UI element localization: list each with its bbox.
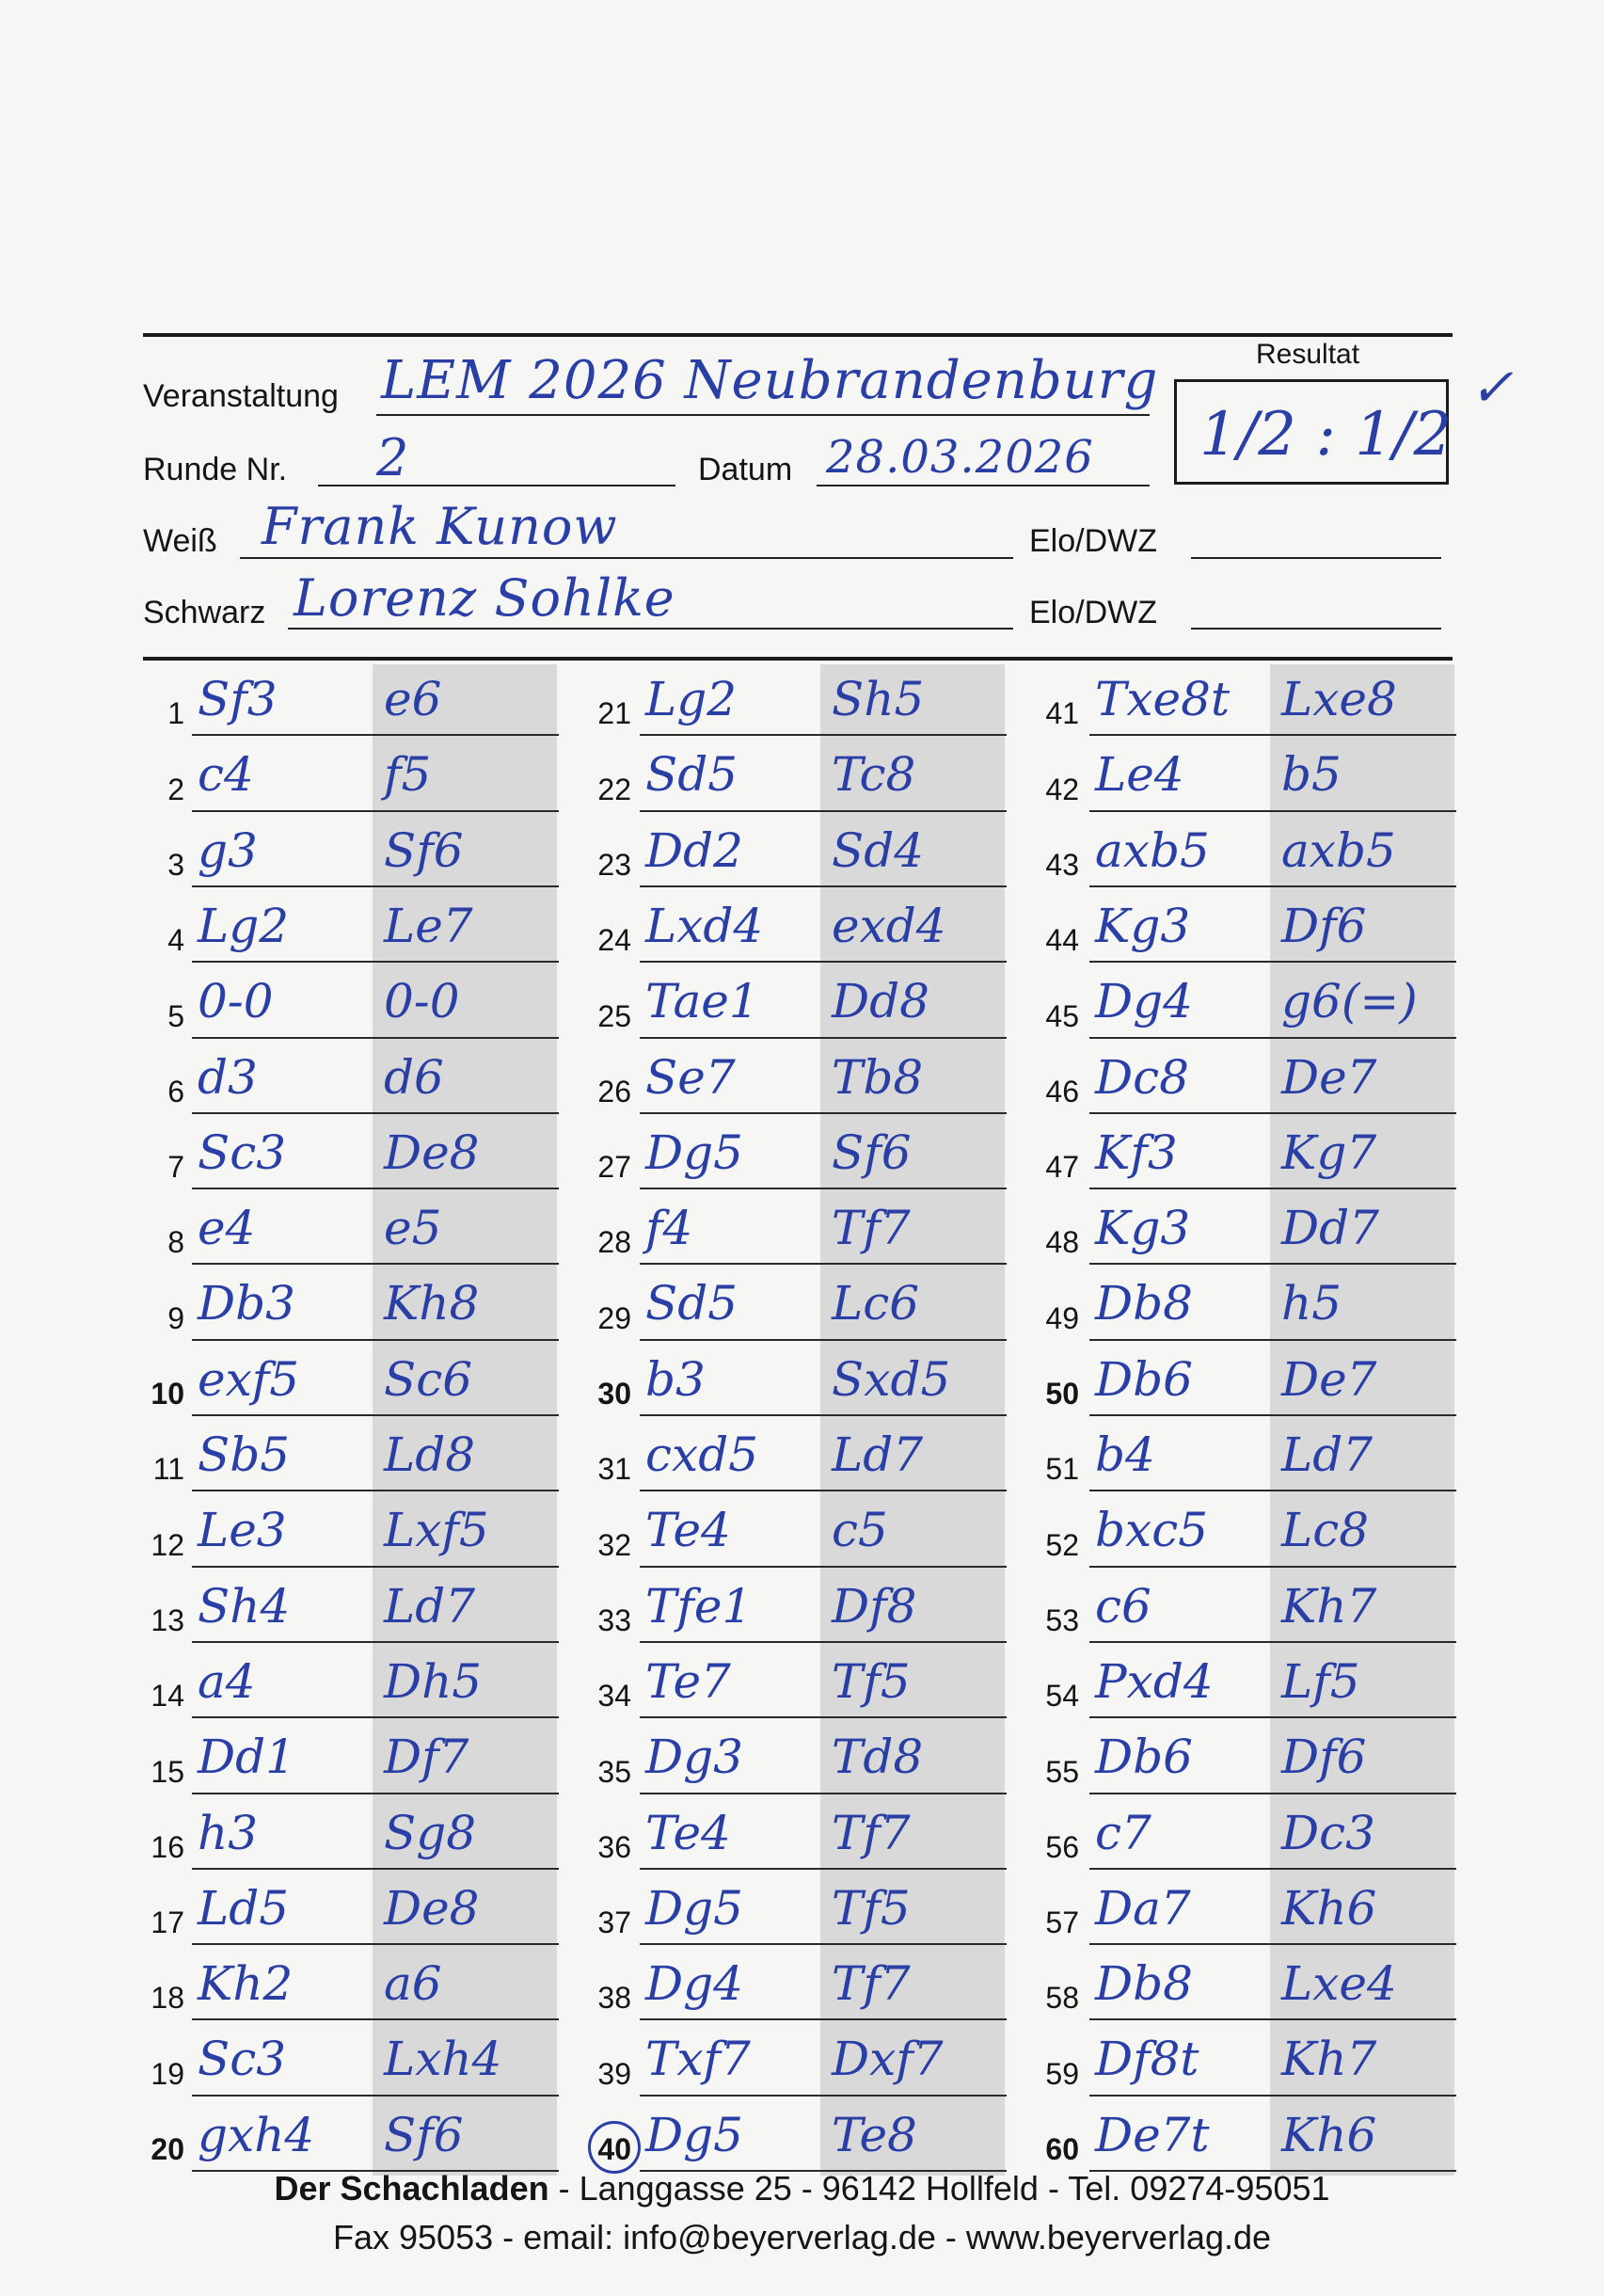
black-move: Sc6: [384, 1351, 473, 1407]
white-move: Te7: [645, 1653, 731, 1709]
move-number: 6: [167, 1074, 184, 1108]
black-move: Lf5: [1281, 1653, 1360, 1709]
result-label: Resultat: [1256, 339, 1360, 370]
white-move: Dg5: [645, 1880, 743, 1936]
move-number: 17: [151, 1905, 184, 1940]
black-move: Tb8: [832, 1049, 924, 1105]
black-elo-label: Elo/DWZ: [1029, 595, 1157, 630]
black-move: Dxf7: [832, 2032, 944, 2087]
move-row-line: [640, 1339, 1007, 1341]
move-row-line: [640, 961, 1007, 963]
black-move: Td8: [832, 1730, 924, 1785]
move-row-line: [640, 1793, 1007, 1794]
move-row-line: [640, 2095, 1007, 2097]
black-move: b5: [1281, 747, 1342, 803]
white-move: Dd2: [645, 822, 743, 878]
white-move: Dd1: [198, 1730, 295, 1785]
move-row-line: [192, 1037, 559, 1039]
black-move: 0-0: [384, 974, 460, 1029]
move-row-line: [192, 961, 559, 963]
move-number: 49: [1045, 1300, 1079, 1335]
event-underline: [376, 414, 1150, 416]
white-move: Sd5: [645, 747, 738, 803]
black-move: Tf7: [832, 1805, 911, 1860]
white-move: Db6: [1095, 1351, 1193, 1407]
black-move: Ld8: [384, 1427, 476, 1482]
white-move: Txe8t: [1095, 672, 1231, 726]
move-row-line: [640, 885, 1007, 887]
footer-address: - Langgasse 25 - 96142 Hollfeld - Tel. 09274-95051: [548, 2169, 1330, 2208]
move-number: 45: [1045, 998, 1079, 1033]
black-move-column-shade: [373, 664, 557, 2176]
black-move: h5: [1281, 1276, 1342, 1331]
white-move: bxc5: [1095, 1503, 1209, 1558]
date-label: Datum: [698, 452, 793, 487]
black-move: Sf6: [384, 822, 464, 878]
white-move: c7: [1095, 1805, 1151, 1860]
move-number: 55: [1045, 1754, 1079, 1789]
move-number: 43: [1045, 847, 1079, 882]
move-row-line: [192, 2018, 559, 2020]
move-row-line: [1089, 961, 1456, 963]
move-row-line: [192, 1263, 559, 1265]
black-move: De7: [1281, 1351, 1377, 1407]
white-move: Db6: [1095, 1730, 1193, 1785]
white-move: Kg3: [1095, 898, 1191, 953]
white-move: b4: [1095, 1427, 1155, 1482]
move-number: 58: [1045, 1981, 1079, 2016]
move-number: 40: [597, 2132, 631, 2166]
move-row-line: [192, 1641, 559, 1643]
move-number: 41: [1045, 696, 1079, 731]
move-row-line: [640, 1490, 1007, 1491]
black-move: Tc8: [832, 747, 916, 803]
white-move: g3: [198, 822, 258, 878]
event-value: LEM 2026 Neubrandenburg: [381, 350, 1159, 411]
move-number: 57: [1045, 1905, 1079, 1940]
white-move: Tfe1: [645, 1578, 753, 1634]
move-number: 31: [597, 1452, 631, 1487]
black-move: a6: [384, 1956, 442, 2012]
move-row-line: [1089, 885, 1456, 887]
move-number: 51: [1045, 1452, 1079, 1487]
move-row-line: [640, 734, 1007, 736]
white-elo-underline: [1191, 557, 1441, 559]
move-row-line: [640, 1641, 1007, 1643]
white-value: Frank Kunow: [262, 497, 618, 556]
black-move: Df7: [384, 1730, 469, 1785]
black-move: Sf6: [832, 1124, 912, 1180]
move-number: 48: [1045, 1225, 1079, 1260]
move-number: 8: [167, 1225, 184, 1260]
footer-line-1: [0, 2169, 1604, 2208]
move-row-line: [192, 1943, 559, 1945]
black-move: Dh5: [384, 1653, 483, 1709]
move-row-line: [640, 1566, 1007, 1568]
black-move: Kh7: [1281, 2032, 1377, 2087]
move-number: 25: [597, 998, 631, 1033]
move-row-line: [192, 1793, 559, 1794]
black-move: Kh6: [1281, 2107, 1377, 2162]
white-move: Sc3: [198, 2032, 287, 2087]
black-move-column-shade: [820, 664, 1005, 2176]
white-move: Ld5: [198, 1880, 290, 1936]
black-move: Te8: [832, 2107, 917, 2162]
black-move: Lxh4: [384, 2032, 502, 2087]
black-move: De8: [384, 1124, 480, 1180]
move-40-circle: [588, 2121, 641, 2174]
move-row-line: [1089, 2095, 1456, 2097]
move-row-line: [192, 810, 559, 812]
black-move: e5: [384, 1201, 442, 1256]
move-number: 16: [151, 1829, 184, 1864]
black-move: Sxd5: [832, 1351, 951, 1407]
black-move: Tf5: [832, 1880, 911, 1936]
white-underline: [240, 557, 1013, 559]
date-underline: [817, 485, 1150, 486]
white-move: h3: [198, 1805, 259, 1860]
white-move: Dg3: [645, 1730, 743, 1785]
black-move: De7: [1281, 1049, 1377, 1105]
move-row-line: [640, 1263, 1007, 1265]
move-row-line: [1089, 1943, 1456, 1945]
move-number: 19: [151, 2056, 184, 2091]
white-move: Kf3: [1095, 1124, 1178, 1180]
move-number: 47: [1045, 1150, 1079, 1185]
black-move: Lxf5: [384, 1503, 489, 1558]
black-label: Schwarz: [143, 595, 266, 630]
move-number: 34: [597, 1679, 631, 1714]
move-row-line: [640, 1716, 1007, 1718]
black-move: Le7: [384, 898, 473, 953]
white-move: Db3: [198, 1276, 295, 1331]
move-row-line: [1089, 1037, 1456, 1039]
move-row-line: [1089, 1414, 1456, 1416]
white-move: d3: [198, 1049, 258, 1105]
white-move: Dc8: [1095, 1049, 1189, 1105]
move-number: 29: [597, 1300, 631, 1335]
black-elo-underline: [1191, 628, 1441, 630]
move-number: 15: [151, 1754, 184, 1789]
black-move: Dd7: [1281, 1201, 1379, 1256]
move-number: 24: [597, 923, 631, 958]
move-row-line: [640, 1188, 1007, 1189]
move-number: 18: [151, 1981, 184, 2016]
white-move: f4: [645, 1201, 693, 1256]
white-move: De7t: [1095, 2107, 1210, 2162]
black-move: Ld7: [832, 1427, 924, 1482]
move-row-line: [640, 1943, 1007, 1945]
black-move: Sg8: [384, 1805, 477, 1860]
white-move: Sc3: [198, 1124, 287, 1180]
black-move: Sd4: [832, 822, 925, 878]
black-move: Lxe8: [1281, 672, 1397, 726]
move-row-line: [640, 1868, 1007, 1870]
black-move: Dd8: [832, 974, 929, 1029]
move-number: 46: [1045, 1074, 1079, 1108]
black-underline: [288, 628, 1013, 630]
move-row-line: [1089, 1868, 1456, 1870]
black-move: Lxe4: [1281, 1956, 1397, 2012]
top-rule: [143, 333, 1453, 337]
black-move: Ld7: [1281, 1427, 1374, 1482]
move-number: 56: [1045, 1829, 1079, 1864]
black-move: Tf7: [832, 1201, 911, 1256]
move-row-line: [192, 1414, 559, 1416]
move-number: 22: [597, 772, 631, 806]
move-number: 38: [597, 1981, 631, 2016]
white-move: Txf7: [645, 2032, 751, 2087]
white-move: cxd5: [645, 1427, 759, 1482]
move-number: 42: [1045, 772, 1079, 806]
move-number: 7: [167, 1150, 184, 1185]
move-number: 33: [597, 1602, 631, 1637]
move-number: 9: [167, 1300, 184, 1335]
black-move: Tf7: [832, 1956, 911, 2012]
move-row-line: [192, 1339, 559, 1341]
move-number: 35: [597, 1754, 631, 1789]
black-move: c5: [832, 1503, 888, 1558]
move-row-line: [192, 1566, 559, 1568]
move-number: 36: [597, 1829, 631, 1864]
move-row-line: [192, 885, 559, 887]
black-move: Lc8: [1281, 1503, 1370, 1558]
black-move: g6(=): [1281, 974, 1418, 1029]
event-label: Veranstaltung: [143, 378, 339, 414]
white-move: Sd5: [645, 1276, 738, 1331]
footer-line-2: Fax 95053 - email: info@beyerverlag.de - www.beyerverlag.de: [332, 2218, 1272, 2256]
move-number: 60: [1045, 2132, 1079, 2166]
result-value: 1/2 : 1/2: [1199, 400, 1453, 470]
move-row-line: [1089, 810, 1456, 812]
publisher-name: Der Schachladen: [274, 2169, 549, 2208]
move-row-line: [1089, 734, 1456, 736]
move-row-line: [640, 1037, 1007, 1039]
white-move: Lg2: [198, 898, 290, 953]
white-move: Le4: [1095, 747, 1184, 803]
black-move: Sf6: [384, 2107, 464, 2162]
black-move: Lc6: [832, 1276, 920, 1331]
move-row-line: [1089, 1263, 1456, 1265]
move-number: 14: [151, 1679, 184, 1714]
white-move: axb5: [1095, 822, 1210, 878]
black-move: exd4: [832, 898, 946, 953]
move-number: 52: [1045, 1527, 1079, 1562]
round-underline: [318, 485, 675, 486]
black-move: Kh8: [384, 1276, 480, 1331]
move-row-line: [1089, 1112, 1456, 1114]
white-move: Tae1: [645, 974, 759, 1029]
white-move: Dg4: [645, 1956, 743, 2012]
round-label: Runde Nr.: [143, 452, 288, 487]
check-mark-icon: ✓: [1469, 358, 1514, 419]
move-number: 11: [152, 1452, 184, 1487]
white-move: Sb5: [198, 1427, 291, 1482]
white-move: Da7: [1095, 1880, 1191, 1936]
black-move: Df6: [1281, 1730, 1367, 1785]
white-move: gxh4: [198, 2107, 315, 2162]
move-row-line: [640, 2018, 1007, 2020]
black-move: f5: [384, 747, 432, 803]
move-number: 37: [597, 1905, 631, 1940]
move-number: 2: [167, 772, 184, 806]
move-row-line: [1089, 2018, 1456, 2020]
move-number: 54: [1045, 1679, 1079, 1714]
white-move: Dg5: [645, 2107, 743, 2162]
white-move: Kg3: [1095, 1201, 1191, 1256]
move-number: 3: [167, 847, 184, 882]
move-row-line: [640, 1112, 1007, 1114]
black-value: Lorenz Sohlke: [294, 568, 675, 628]
white-move: 0-0: [198, 974, 274, 1029]
move-number: 26: [597, 1074, 631, 1108]
move-row-line: [192, 2095, 559, 2097]
white-move: Dg5: [645, 1124, 743, 1180]
move-row-line: [192, 1490, 559, 1491]
move-row-line: [192, 1188, 559, 1189]
black-move: Kh7: [1281, 1578, 1377, 1634]
black-move: e6: [384, 672, 442, 726]
black-move: Kg7: [1281, 1124, 1377, 1180]
move-number: 27: [597, 1150, 631, 1185]
move-row-line: [192, 734, 559, 736]
move-row-line: [1089, 1566, 1456, 1568]
black-move: Dc3: [1281, 1805, 1375, 1860]
move-number: 53: [1045, 1602, 1079, 1637]
white-move: Kh2: [198, 1956, 294, 2012]
table-top-rule: [143, 657, 1453, 661]
white-move: b3: [645, 1351, 706, 1407]
move-number: 20: [151, 2132, 184, 2166]
move-number: 39: [597, 2056, 631, 2091]
move-number: 12: [151, 1527, 184, 1562]
white-move: Dg4: [1095, 974, 1193, 1029]
white-move: Lg2: [645, 672, 738, 726]
white-move: c6: [1095, 1578, 1151, 1634]
black-move: Df8: [832, 1578, 917, 1634]
black-move: Df6: [1281, 898, 1367, 953]
white-move: Db8: [1095, 1276, 1193, 1331]
white-move: Pxd4: [1095, 1653, 1214, 1709]
white-move: c4: [198, 747, 254, 803]
move-number: 21: [597, 696, 631, 731]
move-row-line: [1089, 1188, 1456, 1189]
black-move: d6: [384, 1049, 444, 1105]
white-move: Df8t: [1095, 2032, 1199, 2087]
white-move: Te4: [645, 1503, 731, 1558]
move-row-line: [192, 1868, 559, 1870]
move-row-line: [192, 1716, 559, 1718]
move-number: 28: [597, 1225, 631, 1260]
white-label: Weiß: [143, 523, 217, 559]
black-move: axb5: [1281, 822, 1396, 878]
black-move: Tf5: [832, 1653, 911, 1709]
move-number: 30: [597, 1377, 631, 1411]
move-row-line: [1089, 1793, 1456, 1794]
white-move: Te4: [645, 1805, 731, 1860]
move-row-line: [1089, 1339, 1456, 1341]
move-number: 5: [167, 998, 184, 1033]
move-number: 44: [1045, 923, 1079, 958]
move-number: 23: [597, 847, 631, 882]
date-value: 28.03.2026: [826, 431, 1094, 484]
white-move: a4: [198, 1653, 256, 1709]
black-move: Kh6: [1281, 1880, 1377, 1936]
black-move: Ld7: [384, 1578, 476, 1634]
move-row-line: [640, 810, 1007, 812]
white-move: Sf3: [198, 672, 278, 726]
move-number: 1: [167, 696, 184, 731]
white-move: e4: [198, 1201, 256, 1256]
move-row-line: [1089, 1641, 1456, 1643]
white-move: Se7: [645, 1049, 736, 1105]
black-move-column-shade: [1270, 664, 1454, 2176]
white-move: Sh4: [198, 1578, 291, 1634]
black-move: De8: [384, 1880, 480, 1936]
white-move: exf5: [198, 1351, 300, 1407]
move-row-line: [1089, 1716, 1456, 1718]
move-number: 59: [1045, 2056, 1079, 2091]
move-number: 4: [167, 923, 184, 958]
move-number: 10: [151, 1377, 184, 1411]
white-elo-label: Elo/DWZ: [1029, 523, 1157, 559]
white-move: Lxd4: [645, 898, 764, 953]
move-number: 50: [1045, 1377, 1079, 1411]
white-move: Db8: [1095, 1956, 1193, 2012]
round-value: 2: [376, 428, 410, 487]
move-number: 13: [151, 1602, 184, 1637]
move-row-line: [1089, 1490, 1456, 1491]
white-move: Le3: [198, 1503, 287, 1558]
move-row-line: [640, 1414, 1007, 1416]
black-move: Sh5: [832, 672, 925, 726]
move-row-line: [192, 1112, 559, 1114]
move-number: 32: [597, 1527, 631, 1562]
